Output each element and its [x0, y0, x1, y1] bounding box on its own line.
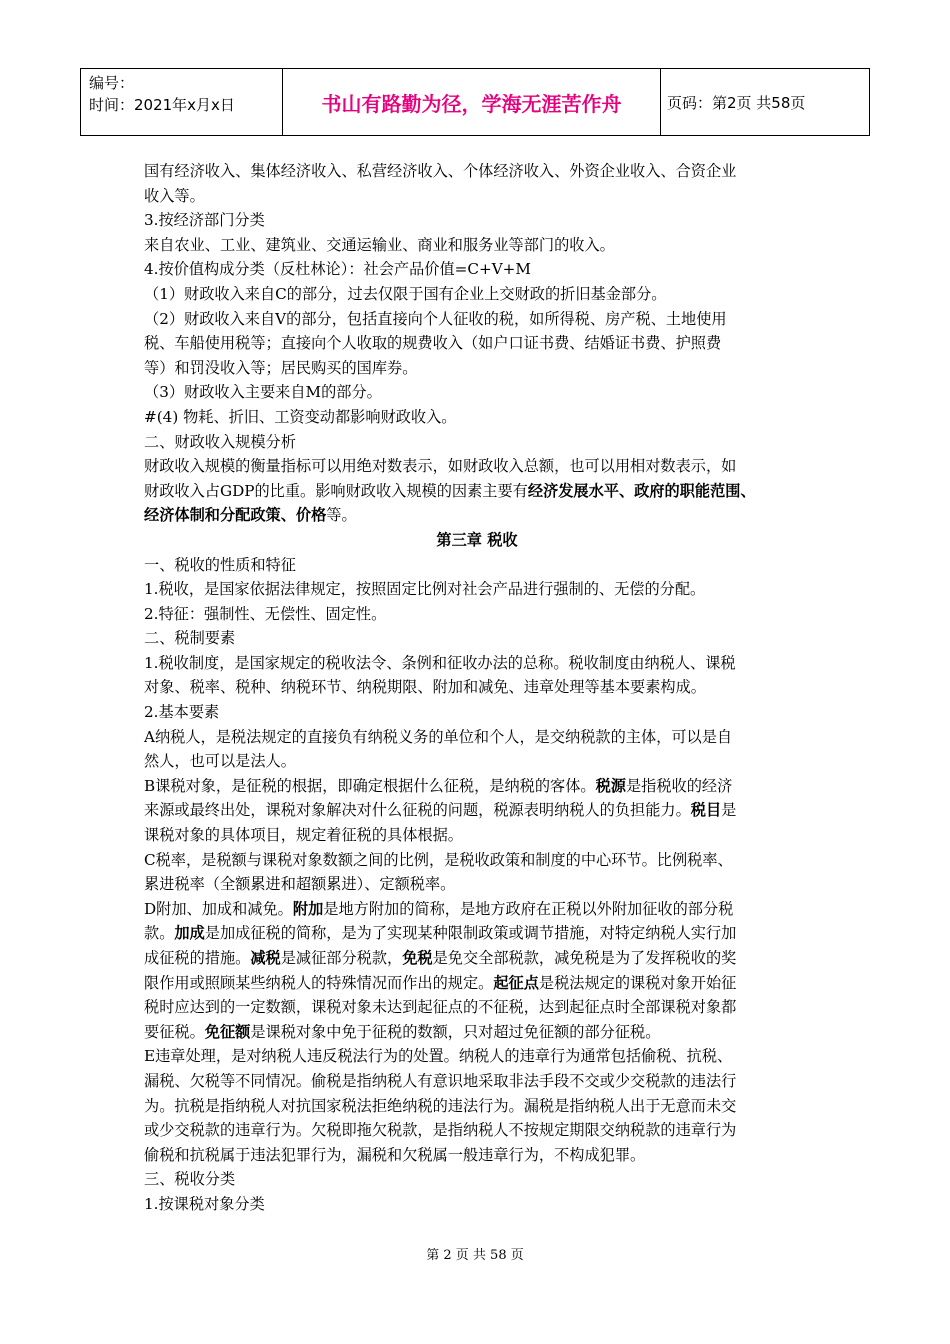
- text-line: 国有经济收入、集体经济收入、私营经济收入、个体经济收入、外资企业收入、合资企业: [144, 162, 737, 180]
- text-span: 等。: [326, 506, 357, 525]
- emphasis-text: 附加: [292, 899, 324, 918]
- text-line: 课税对象的具体项目，规定着征税的具体根据。: [144, 826, 463, 845]
- page-header: [80, 68, 870, 136]
- text-span: 是课税对象中免于征税的数额，只对超过免征额的部分征税。: [250, 1022, 661, 1041]
- page-footer: 第 2 页 共 58 页: [426, 1248, 524, 1263]
- text-line: #(4) 物耗、折旧、工资变动都影响财政收入。: [144, 407, 457, 426]
- header-page-number: 页码：第2页 共58页: [667, 93, 806, 112]
- text-line: （2）财政收入来自V的部分，包括直接向个人征收的税，如所得税、房产税、土地使用: [144, 309, 727, 328]
- text-line: [144, 1020, 810, 1045]
- emphasis-text: 税源: [595, 776, 626, 795]
- text-span: 是加成征税的简称，是为了实现某种限制政策或调节措施，对特定纳税人实行加: [204, 924, 737, 943]
- text-line: 漏税、欠税等不同情况。偷税是指纳税人有意识地采取非法手段不交或少交税款的违法行: [144, 1071, 737, 1090]
- text-span: 是减征部分税款，: [280, 949, 403, 967]
- text-span: 来源或最终出处，课税对象解决对什么征税的问题，税源表明纳税人的负担能力。: [144, 801, 691, 820]
- emphasis-text: 减税: [250, 949, 281, 967]
- date-label: 时间：2021年x月x日: [89, 96, 235, 114]
- text-span: 是指税收的经济: [625, 776, 733, 795]
- text-line: A纳税人，是税法规定的直接负有纳税义务的单位和个人，是交纳税款的主体，可以是自: [144, 727, 733, 746]
- text-span: 是税法规定的课税对象开始征: [538, 973, 737, 992]
- text-span: 成征税的措施。: [144, 949, 251, 967]
- emphasis-text: 免税: [402, 949, 433, 967]
- text-span: 款。: [144, 924, 175, 943]
- header-meta: [81, 69, 283, 135]
- emphasis-text: 经济体制和分配政策、价格: [144, 506, 327, 525]
- number-label: 编号：: [89, 74, 135, 92]
- text-line: E违章处理，是对纳税人违反税法行为的处置。纳税人的违章行为通常包括偷税、抗税、: [144, 1047, 733, 1066]
- section-heading: 二、税制要素: [144, 629, 236, 648]
- emphasis-text: 起征点: [493, 973, 539, 992]
- text-span: 是免交全部税款，减免税是为了发挥税收的奖: [432, 949, 737, 967]
- text-line: 等）和罚没收入等；居民购买的国库券。: [144, 358, 418, 377]
- text-line: [144, 798, 810, 823]
- text-line: 1.税收，是国家依据法律规定，按照固定比例对社会产品进行强制的、无偿的分配。: [144, 580, 706, 599]
- text-line: 对象、税率、税种、纳税环节、纳税期限、附加和减免、违章处理等基本要素构成。: [144, 678, 706, 697]
- emphasis-text: 税目: [690, 801, 722, 820]
- text-line: 累进税率（全额累进和超额累进）、定额税率。: [144, 875, 456, 894]
- text-span: 是地方附加的简称，是地方政府在正税以外附加征收的部分税: [323, 899, 734, 918]
- text-line: 1.按课税对象分类: [144, 1194, 265, 1213]
- text-line: [144, 774, 810, 799]
- text-line: [144, 479, 810, 504]
- text-line: 财政收入规模的衡量指标可以用绝对数表示，如财政收入总额，也可以用相对数表示，如: [144, 457, 737, 476]
- text-line: 或少交税款的违章行为。欠税即拖欠税款，是指纳税人不按规定期限交纳税款的违章行为: [144, 1121, 737, 1140]
- emphasis-text: 免征额: [204, 1022, 251, 1041]
- text-line: [144, 971, 810, 996]
- text-span: D附加、加成和减免。: [144, 899, 293, 918]
- text-line: C税率，是税额与课税对象数额之间的比例，是税收政策和制度的中心环节。比例税率、: [144, 850, 733, 869]
- text-line: 4.按价值构成分类（反杜林论）：社会产品价值=C+V+M: [144, 260, 531, 279]
- section-heading: 二、财政收入规模分析: [144, 432, 296, 451]
- text-line: 收入等。: [144, 186, 205, 205]
- text-line: [144, 946, 810, 971]
- text-span: 财政收入占GDP的比重。影响财政收入规模的因素主要有: [144, 481, 528, 500]
- text-line: 然人，也可以是法人。: [144, 752, 296, 771]
- text-line: 偷税和抗税属于违法犯罪行为，漏税和欠税属一般违章行为，不构成犯罪。: [144, 1145, 646, 1164]
- text-line: 3.按经济部门分类: [144, 211, 265, 230]
- text-span: 要征税。: [144, 1022, 205, 1041]
- text-span: 是: [721, 801, 737, 820]
- text-line: 2.特征：强制性、无偿性、固定性。: [144, 604, 387, 623]
- text-line: （1）财政收入来自C的部分，过去仅限于国有企业上交财政的折旧基金部分。: [144, 284, 667, 303]
- text-line: 税、车船使用税等；直接向个人收取的规费收入（如户口证书费、结婚证书费、护照费: [144, 334, 722, 353]
- text-line: [144, 503, 810, 528]
- text-line: 为。抗税是指纳税人对抗国家税法拒绝纳税的违法行为。漏税是指纳税人出于无意而未交: [144, 1096, 737, 1115]
- section-heading: 一、税收的性质和特征: [144, 555, 296, 574]
- text-line: 1.税收制度，是国家规定的税收法令、条例和征收办法的总称。税收制度由纳税人、课税: [144, 653, 736, 672]
- text-span: 限作用或照顾某些纳税人的特殊情况而作出的规定。: [144, 973, 494, 992]
- text-line: （3）财政收入主要来自M的部分。: [144, 383, 382, 402]
- text-span: B课税对象，是征税的根据，即确定根据什么征税，是纳税的客体。: [144, 776, 596, 795]
- document-body: [144, 159, 810, 1217]
- header-motto: 书山有路勤为径，学海无涯苦作舟: [283, 69, 661, 135]
- emphasis-text: 加成: [174, 924, 205, 943]
- text-line: 税时应达到的一定数额，课税对象未达到起征点的不征税，达到起征点时全部课税对象都: [144, 998, 737, 1017]
- section-heading: 三、税收分类: [144, 1170, 236, 1189]
- text-line: [144, 897, 810, 922]
- text-line: 来自农业、工业、建筑业、交通运输业、商业和服务业等部门的收入。: [144, 235, 615, 254]
- chapter-title: 第三章 税收: [436, 530, 518, 549]
- text-line: 2.基本要素: [144, 703, 220, 722]
- emphasis-text: 经济发展水平、政府的职能范围、: [527, 481, 756, 500]
- text-line: [144, 921, 810, 946]
